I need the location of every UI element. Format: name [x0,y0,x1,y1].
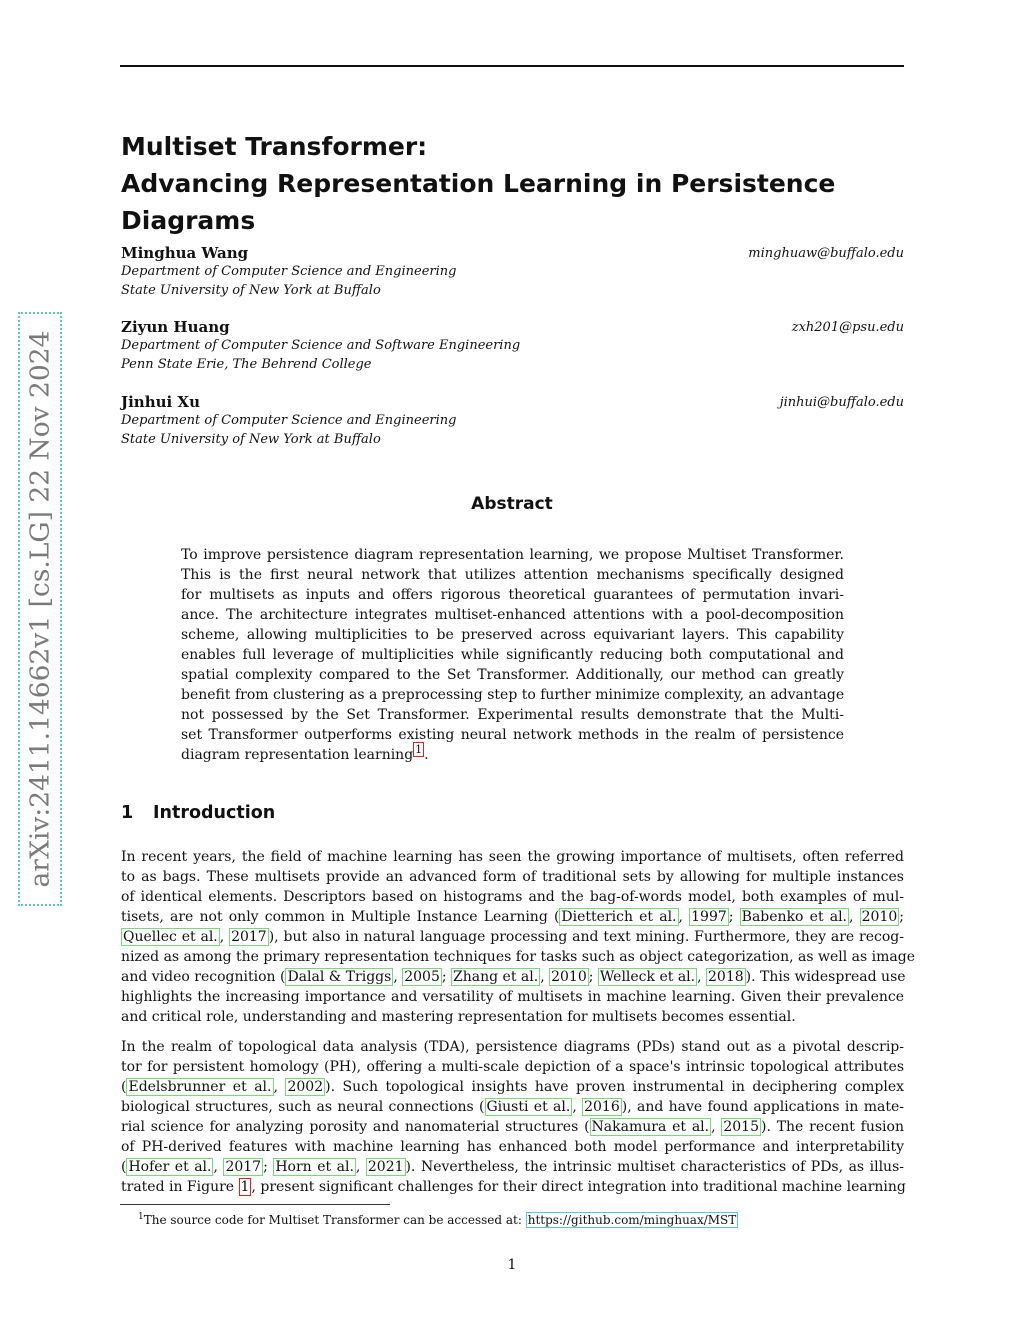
citation-year-link[interactable]: 2002 [287,1079,324,1095]
paper-title [121,128,921,239]
paragraph-2 [121,1037,904,1197]
abstract-body [181,545,844,765]
abstract-line: not possessed by the Set Transformer. Experimental results demonstrate that the Multi- [181,707,844,723]
body-line [121,1177,904,1197]
section-title: Introduction [153,803,276,823]
author-block [121,244,904,300]
citation-year-link[interactable]: 2005 [404,969,440,985]
body-text: ; [263,1159,274,1175]
body-text: ), and have found applications in mate- [621,1099,904,1115]
citation-year-link[interactable]: 2015 [723,1119,759,1135]
abstract-heading: Abstract [471,494,553,514]
footnote-rule [120,1204,390,1205]
abstract-period: . [424,747,429,763]
body-text: , [540,969,550,985]
section-heading [121,803,275,823]
page-number: 1 [507,1257,517,1273]
body-line [121,927,904,947]
body-text: ; [588,969,598,985]
body-line [121,1077,904,1097]
body-text: , [711,1119,722,1135]
arxiv-stamp[interactable] [18,312,62,906]
body-line: of identical elements. Descriptors based on histograms and the bag-of-words model, both examples of mul- [121,889,904,905]
body-line [121,1117,904,1137]
arxiv-stamp-text: arXiv:2411.14662v1 [cs.LG] 22 Nov 2024 [24,330,56,888]
abstract-line: for multisets as inputs and offers rigorous theoretical guarantees of permutation invari- [181,587,844,603]
body-line [121,907,904,927]
abstract-line: To improve persistence diagram representation learning, we propose Multiset Transformer. [181,547,844,563]
author-block [121,318,904,374]
citation-link[interactable]: Dalal & Triggs [287,969,392,985]
body-line [121,1157,904,1177]
citation-link[interactable]: Nakamura et al. [591,1119,710,1135]
body-line: nized as among the primary representation techniques for tasks such as object categorization, as well as image [121,949,916,965]
citation-link[interactable]: Horn et al. [275,1159,354,1175]
citation-year-link[interactable]: 2017 [231,929,267,945]
author-affiliation: Department of Computer Science and Engineering [121,264,457,279]
body-text: , [697,969,706,985]
body-line [121,967,904,987]
top-rule [120,65,904,67]
body-text: , [393,969,403,985]
section-number: 1 [121,803,134,823]
body-text: ). This widespread use [745,969,906,985]
citation-year-link[interactable]: 1997 [691,909,727,925]
body-text: ). Such topological insights have proven instrumental in deciphering complex [325,1079,905,1095]
body-text: , [678,909,690,925]
abstract-line: benefit from clustering as a preprocessing step to further minimize complexity, an advantage [181,687,845,703]
body-text: ( [121,1079,127,1095]
citation-link[interactable]: Babenko et al. [741,909,848,925]
body-text: tisets, are not only common in Multiple Instance Learning ( [121,909,560,925]
citation-year-link[interactable]: 2010 [551,969,587,985]
body-text: ; [728,909,740,925]
author-email[interactable]: minghuaw@buffalo.edu [748,246,904,261]
title-line-2: Advancing Representation Learning in Persistence Diagrams [121,169,836,235]
citation-link[interactable]: Hofer et al. [128,1159,212,1175]
body-text: , [273,1079,286,1095]
abstract-line: enables full leverage of multiplicities while significantly reducing both computational and [181,647,844,663]
citation-link[interactable]: Zhang et al. [453,969,539,985]
body-line: In recent years, the field of machine learning has seen the growing importance of multisets, often referred [121,849,904,865]
body-text: ), but also in natural language processing and text mining. Furthermore, they are recog- [268,929,904,945]
citation-link[interactable]: Welleck et al. [599,969,696,985]
title-line-1: Multiset Transformer: [121,132,428,161]
citation-year-link[interactable]: 2017 [225,1159,262,1175]
abstract-line: This is the first neural network that utilizes attention mechanisms specifically designed [181,567,844,583]
citation-link[interactable]: Dietterich et al. [561,909,677,925]
footnote-mark: 1 [138,1212,144,1222]
body-line: and critical role, understanding and mastering representation for multisets becomes essential. [121,1009,796,1025]
body-line: of PH-derived features with machine learning has enhanced both model performance and interpretability [121,1139,904,1155]
body-text: , [849,909,860,925]
body-text: ). The recent fusion [760,1119,904,1135]
body-text: , [355,1159,366,1175]
footnote-url-link[interactable]: https://github.com/minghuax/MST [527,1213,737,1227]
body-line [121,1097,904,1117]
figure-link[interactable]: 1 [240,1179,250,1195]
body-text: , [572,1099,583,1115]
abstract-line: spatial complexity compared to the Set Transformer. Additionally, our method can greatly [181,667,844,683]
citation-year-link[interactable]: 2021 [367,1159,404,1175]
citation-link[interactable]: Edelsbrunner et al. [128,1079,272,1095]
body-text: ). Nevertheless, the intrinsic multiset characteristics of PDs, as illus- [405,1159,904,1175]
body-text: rial science for analyzing porosity and nanomaterial structures ( [121,1119,590,1135]
abstract-last-text: diagram representation learning [181,747,414,763]
author-name: Minghua Wang [121,244,249,262]
author-email[interactable]: jinhui@buffalo.edu [779,395,904,410]
abstract-line [181,745,844,765]
author-affiliation: State University of New York at Buffalo [121,282,381,298]
body-text: biological structures, such as neural connections ( [121,1099,485,1115]
body-line: to as bags. These multisets provide an advanced form of traditional sets by allowing for multiple instances [121,869,904,885]
abstract-line: scheme, allowing multiplicities to be preserved across equivariant layers. This capability [181,627,844,643]
body-text: ( [121,1159,127,1175]
footnote-link[interactable]: 1 [415,743,423,757]
body-text: and video recognition ( [121,969,286,985]
author-email[interactable]: zxh201@psu.edu [791,320,904,335]
author-affiliation: Department of Computer Science and Software Engineering [121,338,521,353]
body-text: , [219,929,230,945]
author-name: Jinhui Xu [121,393,200,411]
body-line: tor for persistent homology (PH), offering a multi-scale depiction of a space's intrinsic topological attributes [121,1059,904,1075]
abstract-line: set Transformer outperforms existing neural network methods in the realm of persistence [181,727,844,743]
body-line: In the realm of topological data analysis (TDA), persistence diagrams (PDs) stand out as a pivotal descrip- [121,1039,904,1055]
body-text: trated in Figure [121,1179,239,1195]
body-text: ; [441,969,452,985]
body-text: , [213,1159,224,1175]
author-block [121,393,904,449]
author-name: Ziyun Huang [121,318,230,336]
author-affiliation: State University of New York at Buffalo [121,431,381,447]
footnote [138,1208,738,1229]
author-affiliation: Penn State Erie, The Behrend College [121,356,372,372]
body-line: highlights the increasing importance and versatility of multisets in machine learning. Given their prevalence [121,989,904,1005]
body-text: ; [899,909,904,925]
body-text: , present significant challenges for their direct integration into traditional machine learning [251,1179,906,1195]
paragraph-1 [121,847,916,1027]
citation-year-link[interactable]: 2016 [584,1099,620,1115]
footnote-text: The source code for Multiset Transformer can be accessed at: [143,1213,526,1227]
author-affiliation: Department of Computer Science and Engineering [121,413,457,428]
citation-link[interactable]: Giusti et al. [486,1099,571,1115]
abstract-line: ance. The architecture integrates multiset-enhanced attentions with a pool-decomposition [181,607,844,623]
citation-year-link[interactable]: 2010 [861,909,898,925]
citation-link[interactable]: Quellec et al. [123,929,218,945]
citation-year-link[interactable]: 2018 [708,969,744,985]
